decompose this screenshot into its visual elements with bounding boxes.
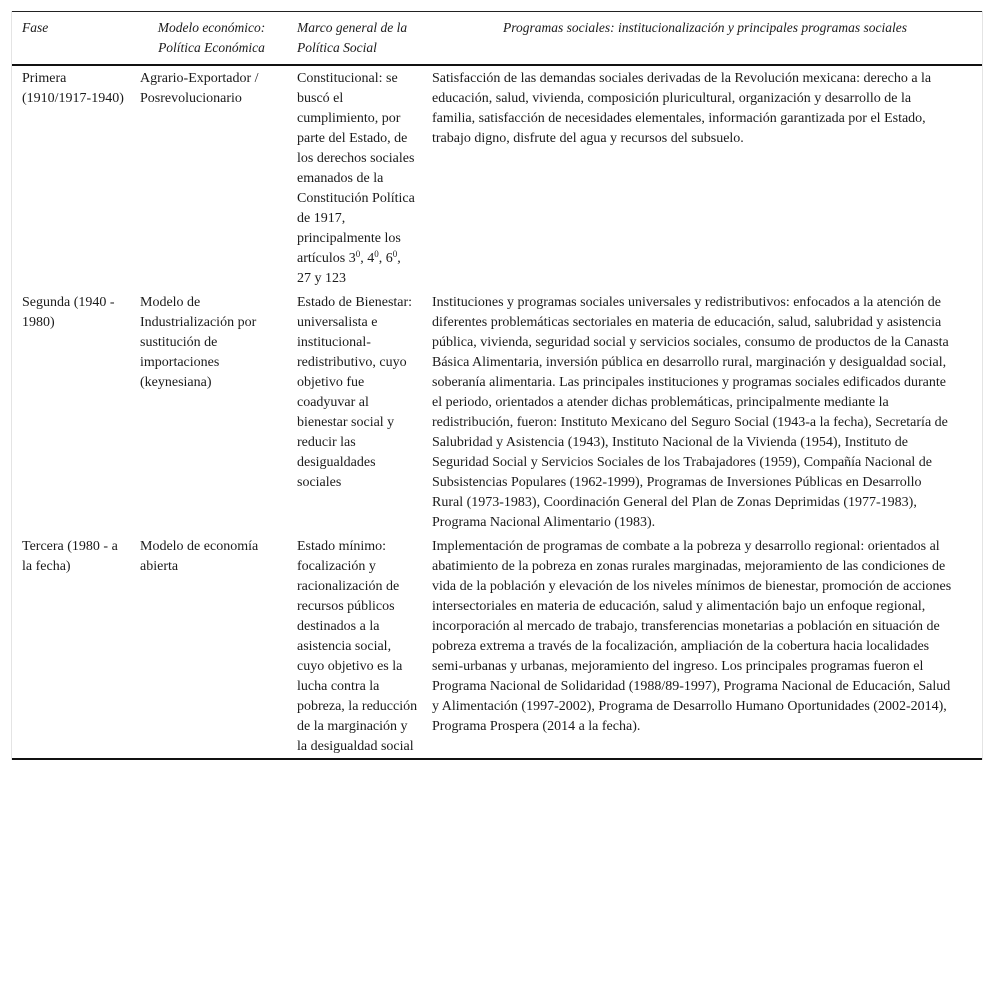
table-header [12,12,982,66]
cell-marco: Estado mínimo: focalización y racionalización de recursos públicos destinados a la asistencia social, cuyo objetivo es la lucha contra la pobreza, la reducción de la marginación y la desigualdad social [297,539,418,754]
cell-modelo: Modelo de Industrialización por sustitución de importaciones (keynesiana) [140,295,257,390]
table-row [12,290,982,534]
social-policy-phases-table [12,11,982,760]
table-body [12,65,982,759]
header-modelo-economico: Modelo económico: Política Económica [157,20,266,55]
cell-modelo: Modelo de economía abierta [140,539,259,574]
header-fase: Fase [22,20,49,35]
marco-text: Constitucional: se buscó el cumplimiento, por parte del Estado, de los derechos sociales emanados de la Constitución Política de 1917, principalmente los artículos [297,71,415,266]
cell-programas: Satisfacción de las demandas sociales derivadas de la Revolución mexicana: derecho a la educación, salud, vivienda, composición pluricultural, organización y desarrollo de la familia, satisfacción de necesidades elementales, información garantizada por el Estado, trabajo digno, disfrute del agua y recursos del subsuelo. [432,71,932,146]
header-marco-politica-social: Marco general de la Política Social [297,20,408,55]
cell-programas: Implementación de programas de combate a la pobreza y desarrollo regional: orientados al abatimiento de la pobreza en zonas rurales marginadas, mejoramiento de las condiciones de vida de la población y elevación de los niveles mínimos de bienestar, promoción de acciones intersectoriales en materia de educación, salud y alimentación bajo un enfoque regional, incorporación al mercado de trabajo, transferencias monetarias a población en situación de pobreza extrema a través de la focalización, ampliación de la cobertura hacia localidades semi-urbanas y urbanas, mejoramiento del ingreso. Los principales programas fueron el Programa Nacional de Solidaridad (1988/89-1997), Programa Nacional de Educación, Salud y Alimentación (1997-2002), Programa de Desarrollo Humano Oportunidades (2002-2014), Programa Prospera (2014 a la fecha). [432,539,952,734]
cell-fase: Primera (1910/1917-1940) [22,71,124,106]
cell-marco [287,65,422,290]
cell-programas: Instituciones y programas sociales universales y redistributivos: enfocados a la atención de diferentes problemáticas sectoriales en materia de educación, salud, salubridad y asistencia pública, vivienda, seguridad social y servicios sociales, consumo de productos de la Canasta Básica Alimentaria, inversión pública en desarrollo rural, marginación y desigualdad social, soberanía alimentaria. Las principales instituciones y programas sociales edificados durante el periodo, orientados a atender dichas problemáticas, principalmente mediante la redistribución, fueron: Instituto Mexicano del Seguro Social (1943-a la fecha), Secretaría de Salubridad y Asistencia (1943), Instituto Nacional de la Vivienda (1954), Instituto de Seguridad Social y Servicios Sociales de los Trabajadores (1959), Compañía Nacional de Subsistencias Populares (1962-1999), Programas de Inversiones Públicas en Desarrollo Rural (1973-1983), Coordinación General del Plan de Zonas Deprimidas (1977-1983), Programa Nacional Alimentario (1983). [432,295,949,530]
cell-fase: Tercera (1980 - a la fecha) [22,539,118,574]
header-row [12,12,982,66]
cell-fase: Segunda (1940 - 1980) [22,295,115,330]
cell-marco: Estado de Bienestar: universalista e institucional-redistributivo, cuyo objetivo fue coadyuvar al bienestar social y reducir las desigualdades sociales [297,295,413,490]
table-row [12,65,982,290]
table-row [12,534,982,759]
social-policy-table-container [11,11,983,760]
cell-modelo: Agrario-Exportador / Posrevolucionario [140,71,259,106]
article-ref: $3^0$, $4^0$, $6^0$, 27 y 123 [297,249,401,286]
header-programas-sociales: Programas sociales: institucionalización y principales programas sociales [503,20,907,35]
